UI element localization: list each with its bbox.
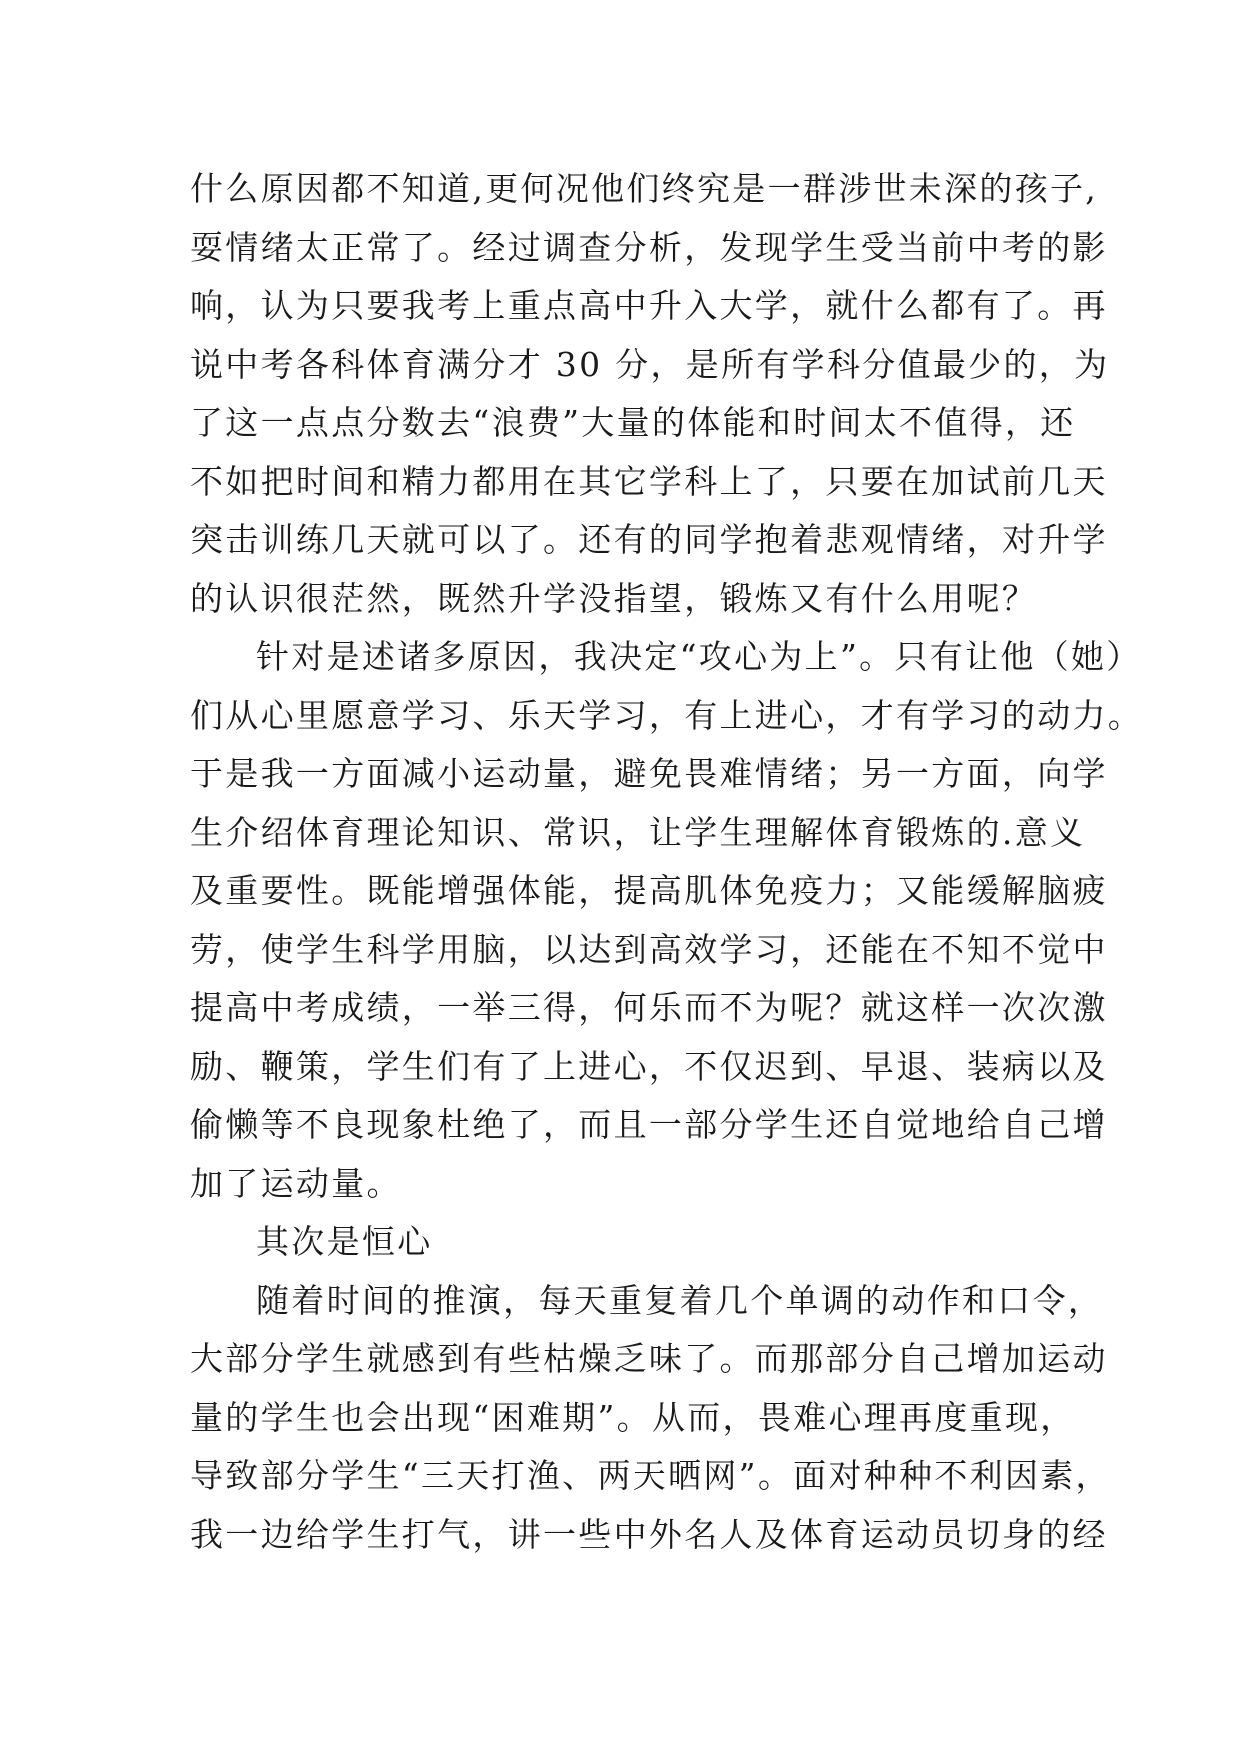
text-line: 大部分学生就感到有些枯燥乏味了。而那部分自己增加运动 — [190, 1339, 1108, 1378]
text-line: 我一边给学生打气，讲一些中外名人及体育运动员切身的经 — [190, 1514, 1108, 1554]
text-line: 励、鞭策，学生们有了上进心，不仅迟到、早退、装病以及 — [190, 1046, 1108, 1086]
text-line: 提高中考成绩，一举三得，何乐而不为呢？就这样一次次激 — [190, 988, 1108, 1027]
text-line: 及重要性。既能增强体能，提高肌体免疫力；又能缓解脑疲 — [190, 871, 1108, 910]
text-line: 量的学生也会出现“困难期”。从而，畏难心理再度重现， — [190, 1397, 1076, 1437]
text-line: 耍情绪太正常了。经过调查分析，发现学生受当前中考的影 — [190, 227, 1108, 267]
text-line: 于是我一方面减小运动量，避免畏难情绪；另一方面，向学 — [190, 754, 1108, 793]
section-heading: 其次是恒心 — [256, 1222, 433, 1261]
text-line: 针对是述诸多原因，我决定“攻心为上”。只有让他（她） — [256, 637, 1142, 676]
text-line: 说中考各科体育满分才 30 分，是所有学科分值最少的，为 — [190, 344, 1110, 384]
text-line: 偷懒等不良现象杜绝了，而且一部分学生还自觉地给自己增 — [190, 1105, 1108, 1144]
text-line: 生介绍体育理论知识、常识，让学生理解体育锻炼的.意义 — [190, 812, 1086, 852]
text-line: 导致部分学生“三天打渔、两天晒网”。面对种种不利因素， — [190, 1456, 1111, 1495]
text-line: 的认识很茫然，既然升学没指望，锻炼又有什么用呢？ — [190, 578, 1038, 618]
text-line: 加了运动量。 — [190, 1163, 402, 1203]
text-line: 突击训练几天就可以了。还有的同学抱着悲观情绪，对升学 — [190, 520, 1108, 559]
text-line: 不如把时间和精力都用在其它学科上了，只要在加试前几天 — [190, 461, 1108, 501]
text-line: 们从心里愿意学习、乐天学习，有上进心，才有学习的动力。 — [190, 695, 1144, 735]
text-line: 响，认为只要我考上重点高中升入大学，就什么都有了。再 — [190, 286, 1108, 325]
text-line: 什么原因都不知道,更何况他们终究是一群涉世未深的孩子, — [190, 169, 1099, 208]
body-text — [190, 160, 1144, 1564]
text-line: 随着时间的推演，每天重复着几个单调的动作和口令， — [256, 1280, 1104, 1320]
text-line: 劳，使学生科学用脑，以达到高效学习，还能在不知不觉中 — [190, 929, 1108, 969]
text-line: 了这一点点分数去“浪费”大量的体能和时间太不值得，还 — [190, 403, 1076, 442]
